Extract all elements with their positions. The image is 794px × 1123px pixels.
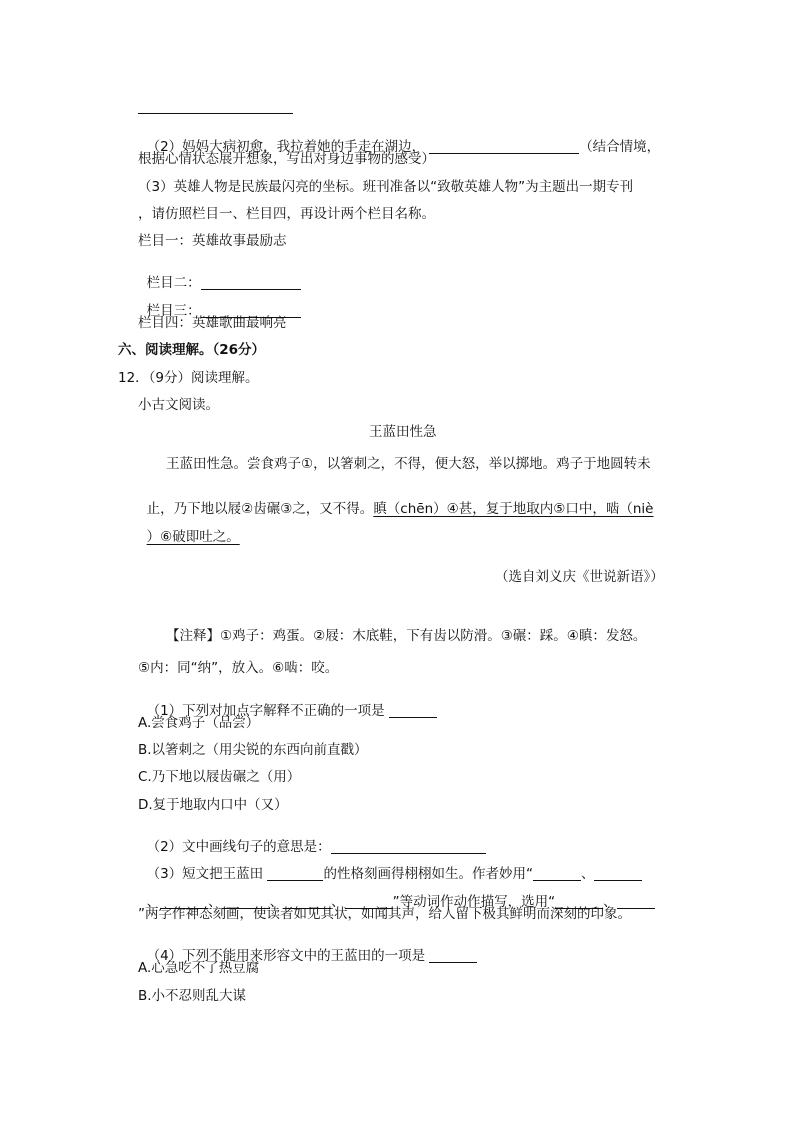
separator: 、 [269, 893, 284, 910]
section-6-heading: 六、阅读理解。（26分） [118, 342, 266, 358]
sub-question-3-line-2 [138, 881, 655, 909]
column-2-label: 栏目二： [146, 274, 201, 291]
separator: 、 [146, 893, 161, 910]
question-2-line [138, 126, 660, 154]
column-2-line [138, 262, 301, 290]
sub-question-3-line-1 [138, 853, 642, 881]
answer-blank-character[interactable] [267, 867, 323, 881]
column-3-line [138, 290, 301, 318]
option-d[interactable]: D.复于地取内口中（又） [138, 797, 288, 813]
sub-question-3-text-2: 的性格刻画得栩栩如生。作者妙用“ [323, 865, 533, 882]
sub-4-option-b[interactable]: B.小不忍则乱大谋 [138, 988, 247, 1004]
question-2-hint-cont: 根据心情状态展开想象，写出对身边事物的感受） [138, 151, 435, 167]
sub-question-2-text: （2）文中画线句子的意思是： [146, 838, 331, 855]
sub-question-3-line-3: ”两字作神态刻画，使读者如见其状，如闻其声，给人留下极其鲜明而深刻的印象。 [138, 906, 631, 922]
sub-question-3-text-3: ”等动词作动作描写，选用“ [392, 893, 556, 910]
option-c[interactable]: C.乃下地以屐齿碾之（用） [138, 769, 301, 785]
answer-blank-sub-2[interactable] [331, 840, 486, 854]
separator: 、 [580, 865, 595, 882]
sub-question-4-line [138, 935, 477, 963]
answer-blank-q2[interactable] [429, 140, 579, 154]
separator: 、 [603, 893, 617, 910]
passage-line-3 [138, 517, 240, 544]
passage-title: 王蓝田性急 [369, 424, 437, 440]
sub-question-1-text: （1）下列对加点字解释不正确的一项是 [146, 702, 389, 719]
answer-blank-verb-2[interactable] [594, 867, 642, 881]
sub-question-2-line [138, 826, 486, 854]
answer-blank-column-2[interactable] [201, 276, 301, 290]
separator: 、 [208, 893, 222, 910]
passage-plain-text: 止，乃下地以屐②齿碾③之，又不得。 [146, 500, 374, 517]
passage-line-1: 王蓝田性急。尝食鸡子①，以箸刺之，不得，便大怒，举以掷地。鸡子于地圆转未 [166, 456, 651, 472]
option-b[interactable]: B.以箸刺之（用尖锐的东西向前直戳） [138, 742, 368, 758]
question-2-hint: （结合情境， [579, 138, 661, 155]
answer-blank-sub-4[interactable] [429, 949, 477, 963]
question-2-text: （2）妈妈大病初愈，我拉着她的手走在湖边， [146, 138, 426, 155]
notes-line-1: 【注释】①鸡子：鸡蛋。②屐：木底鞋，下有齿以防滑。③碾：踩。④瞋：发怒。 [166, 628, 647, 644]
column-1: 栏目一：英雄故事最励志 [138, 233, 287, 249]
column-3-label: 栏目三： [146, 302, 201, 319]
answer-blank-sub-1[interactable] [389, 704, 437, 718]
sub-question-4-text: （4）下列不能用来形容文中的王蓝田的一项是 [146, 947, 430, 964]
question-12-heading: 12．（9分）阅读理解。 [118, 370, 259, 386]
column-4: 栏目四：英雄歌曲最响亮 [138, 315, 287, 331]
passage-source: （选自刘义庆《世说新语》） [495, 569, 664, 585]
answer-underline-top [138, 113, 293, 114]
underlined-sentence: 瞋（chēn）④甚，复于地取内⑤口中，啮（niè [373, 500, 654, 517]
question-3-instruction: ，请仿照栏目一、栏目四，再设计两个栏目名称。 [138, 206, 435, 222]
sub-question-1-line [138, 690, 437, 718]
notes-line-2: ⑤内：同“纳”，放入。⑥啮：咬。 [138, 660, 339, 676]
option-a[interactable]: A.尝食鸡子（品尝） [138, 715, 260, 731]
sub-question-3-text: （3）短文把王蓝田 [146, 865, 268, 882]
passage-line-2 [138, 489, 653, 516]
separator: 、 [331, 893, 345, 910]
sub-4-option-a[interactable]: A.心急吃不了热豆腐 [138, 960, 260, 976]
answer-blank-verb-1[interactable] [533, 867, 581, 881]
passage-subheading: 小古文阅读。 [138, 397, 219, 413]
question-3-text: （3）英雄人物是民族最闪亮的坐标。班刊准备以“致敬英雄人物”为主题出一期专刊 [138, 179, 634, 195]
underlined-sentence-end: ）⑥破即吐之。 [146, 528, 240, 545]
